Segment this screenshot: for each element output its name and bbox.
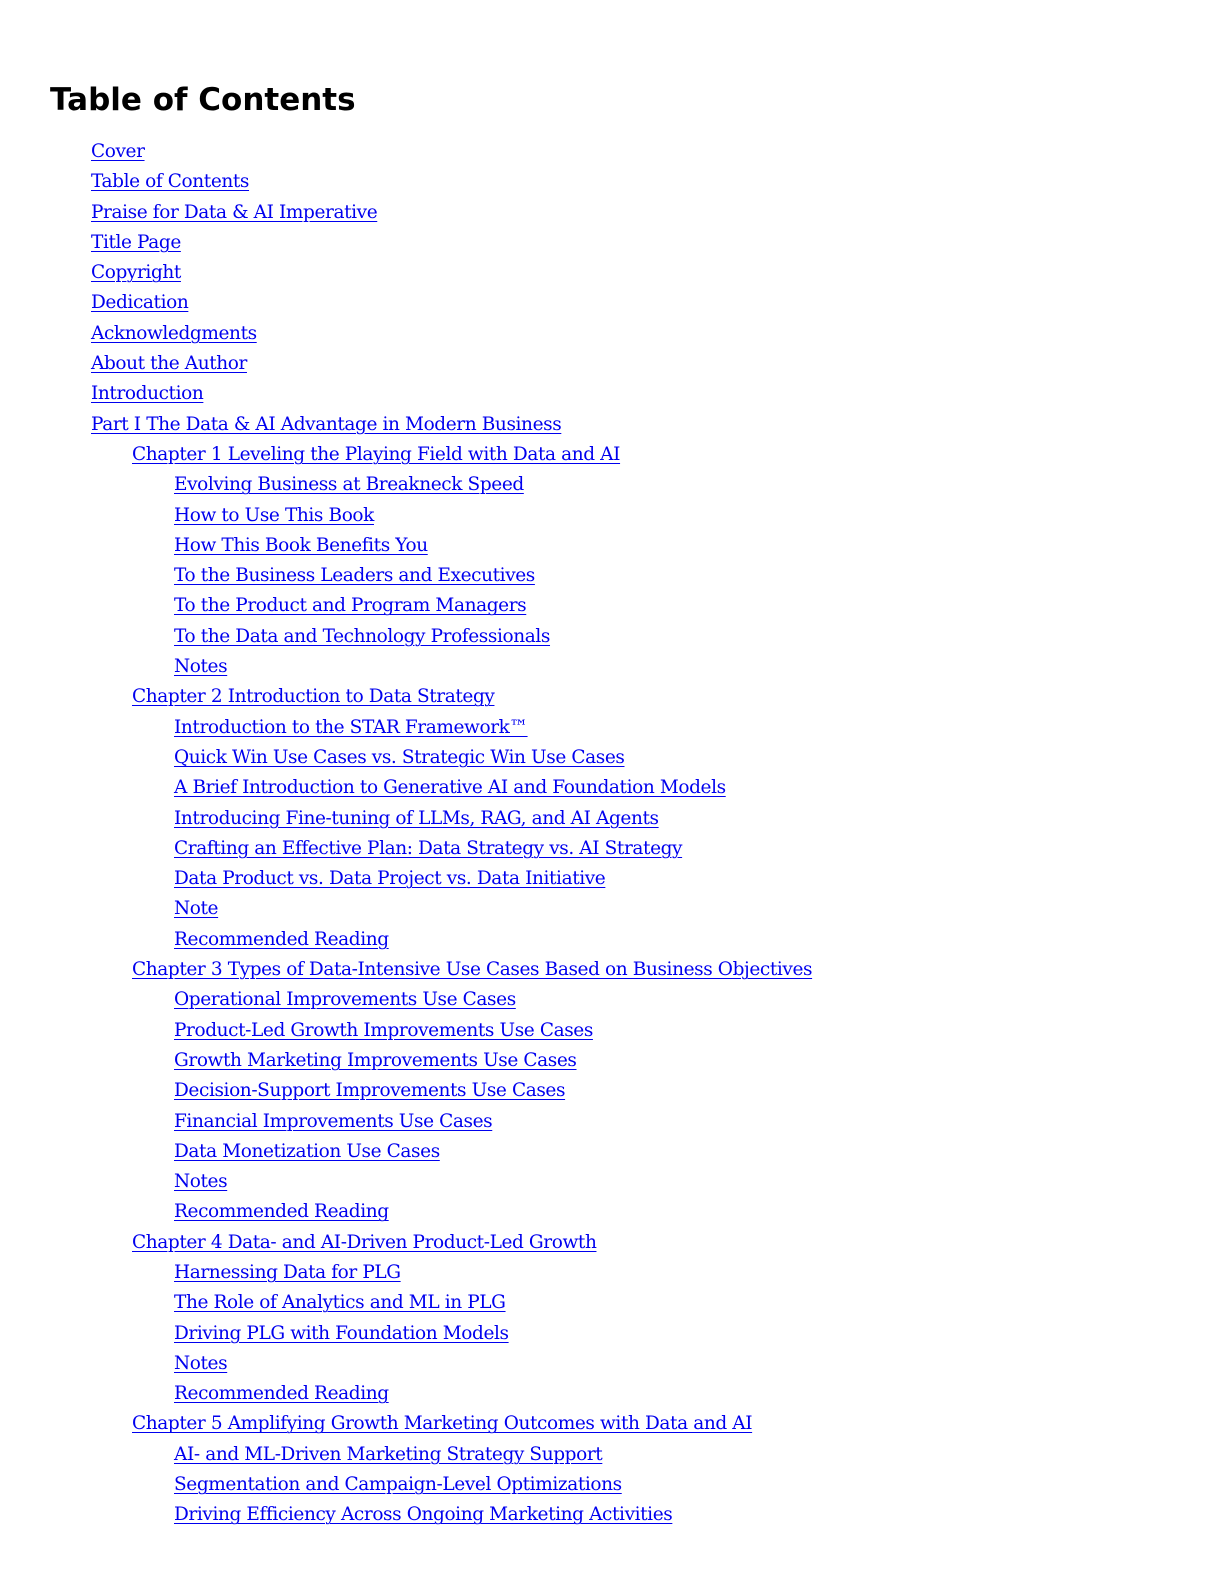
toc-entry [0, 713, 1224, 743]
toc-entry [0, 834, 1224, 864]
toc-link-subsection[interactable]: Note [174, 898, 219, 920]
toc-entry [0, 1379, 1224, 1409]
toc-entry [0, 1500, 1224, 1530]
toc-entry [0, 1046, 1224, 1076]
toc-entry [0, 591, 1224, 621]
toc-entry [0, 985, 1224, 1015]
toc-link-chapter[interactable]: Chapter 3 Types of Data-Intensive Use Cases Based on Business Objectives [132, 959, 813, 981]
toc-entry [0, 349, 1224, 379]
toc-entry [0, 137, 1224, 167]
toc-link-subsection[interactable]: Notes [174, 656, 228, 678]
toc-link-section[interactable]: Introduction [91, 383, 204, 405]
toc-entry [0, 1349, 1224, 1379]
toc-entry [0, 1137, 1224, 1167]
toc-link-chapter[interactable]: Chapter 2 Introduction to Data Strategy [132, 686, 495, 708]
toc-link-subsection[interactable]: Growth Marketing Improvements Use Cases [174, 1049, 577, 1071]
toc-link-subsection[interactable]: Data Monetization Use Cases [174, 1140, 440, 1162]
toc-link-subsection[interactable]: The Role of Analytics and ML in PLG [174, 1292, 506, 1314]
toc-link-subsection[interactable]: Harnessing Data for PLG [174, 1261, 401, 1283]
toc-entry [0, 773, 1224, 803]
toc-link-section[interactable]: Acknowledgments [91, 322, 257, 344]
toc-link-subsection[interactable]: Evolving Business at Breakneck Speed [174, 474, 524, 496]
toc-entry [0, 652, 1224, 682]
toc-entry [0, 319, 1224, 349]
toc-link-section[interactable]: Cover [91, 141, 145, 162]
toc-link-subsection[interactable]: AI- and ML-Driven Marketing Strategy Support [174, 1443, 603, 1465]
toc-link-chapter[interactable]: Chapter 1 Leveling the Playing Field with Data and AI [132, 443, 621, 465]
toc-entry [0, 1440, 1224, 1470]
toc-link-subsection[interactable]: How to Use This Book [174, 504, 374, 526]
toc-entry [0, 167, 1224, 197]
toc-link-chapter[interactable]: Chapter 5 Amplifying Growth Marketing Outcomes with Data and AI [132, 1413, 753, 1435]
toc-link-subsection[interactable]: Driving Efficiency Across Ongoing Marketing Activities [174, 1504, 673, 1526]
toc-link-section[interactable]: Table of Contents [91, 171, 250, 193]
toc-entry [0, 1319, 1224, 1349]
toc-list [0, 137, 1224, 1531]
toc-link-chapter[interactable]: Chapter 4 Data- and AI-Driven Product-Led Growth [132, 1231, 597, 1253]
toc-entry [0, 531, 1224, 561]
toc-entry [0, 228, 1224, 258]
toc-entry [0, 501, 1224, 531]
toc-link-subsection[interactable]: Driving PLG with Foundation Models [174, 1322, 509, 1344]
toc-link-subsection[interactable]: To the Data and Technology Professionals [174, 625, 551, 647]
toc-link-subsection[interactable]: Notes [174, 1352, 228, 1374]
toc-link-section[interactable]: Part I The Data & AI Advantage in Modern Business [91, 413, 562, 435]
toc-entry [0, 1016, 1224, 1046]
toc-link-subsection[interactable]: Segmentation and Campaign-Level Optimizations [174, 1474, 622, 1496]
toc-entry [0, 198, 1224, 228]
toc-entry [0, 1288, 1224, 1318]
toc-entry [0, 955, 1224, 985]
toc-entry [0, 1076, 1224, 1106]
toc-link-subsection[interactable]: Quick Win Use Cases vs. Strategic Win Use Cases [174, 746, 625, 768]
toc-entry [0, 925, 1224, 955]
toc-entry [0, 1470, 1224, 1500]
toc-link-subsection[interactable]: To the Product and Program Managers [174, 595, 527, 617]
toc-link-section[interactable]: Dedication [91, 292, 189, 314]
toc-entry [0, 1167, 1224, 1197]
toc-entry [0, 1107, 1224, 1137]
toc-entry [0, 682, 1224, 712]
toc-link-subsection[interactable]: Operational Improvements Use Cases [174, 989, 516, 1011]
toc-entry [0, 743, 1224, 773]
toc-link-subsection[interactable]: Introduction to the STAR Framework™ [174, 716, 528, 738]
toc-link-subsection[interactable]: Notes [174, 1171, 228, 1193]
toc-link-section[interactable]: Title Page [91, 231, 181, 253]
page-title: Table of Contents [50, 82, 356, 118]
toc-entry [0, 894, 1224, 924]
toc-entry [0, 470, 1224, 500]
toc-entry [0, 1228, 1224, 1258]
toc-entry [0, 804, 1224, 834]
toc-entry [0, 410, 1224, 440]
toc-link-section[interactable]: Copyright [91, 262, 181, 284]
toc-link-subsection[interactable]: Crafting an Effective Plan: Data Strategy vs. AI Strategy [174, 837, 683, 859]
toc-link-section[interactable]: About the Author [91, 353, 247, 375]
toc-link-subsection[interactable]: Data Product vs. Data Project vs. Data Initiative [174, 868, 606, 890]
toc-entry [0, 1197, 1224, 1227]
toc-link-subsection[interactable]: Recommended Reading [174, 1201, 389, 1223]
toc-entry [0, 1258, 1224, 1288]
toc-entry [0, 379, 1224, 409]
toc-link-subsection[interactable]: A Brief Introduction to Generative AI and Foundation Models [174, 777, 726, 799]
toc-link-subsection[interactable]: How This Book Benefits You [174, 534, 428, 556]
toc-link-subsection[interactable]: Decision-Support Improvements Use Cases [174, 1080, 566, 1102]
toc-link-subsection[interactable]: Financial Improvements Use Cases [174, 1110, 493, 1132]
toc-entry [0, 440, 1224, 470]
toc-entry [0, 864, 1224, 894]
toc-link-subsection[interactable]: Introducing Fine-tuning of LLMs, RAG, and AI Agents [174, 807, 659, 829]
toc-link-section[interactable]: Praise for Data & AI Imperative [91, 201, 378, 223]
toc-link-subsection[interactable]: To the Business Leaders and Executives [174, 565, 535, 587]
toc-link-subsection[interactable]: Product-Led Growth Improvements Use Cases [174, 1019, 593, 1041]
toc-entry [0, 622, 1224, 652]
toc-link-subsection[interactable]: Recommended Reading [174, 1383, 389, 1405]
toc-entry [0, 258, 1224, 288]
toc-entry [0, 1409, 1224, 1439]
toc-link-subsection[interactable]: Recommended Reading [174, 928, 389, 950]
toc-entry [0, 561, 1224, 591]
toc-entry [0, 288, 1224, 318]
